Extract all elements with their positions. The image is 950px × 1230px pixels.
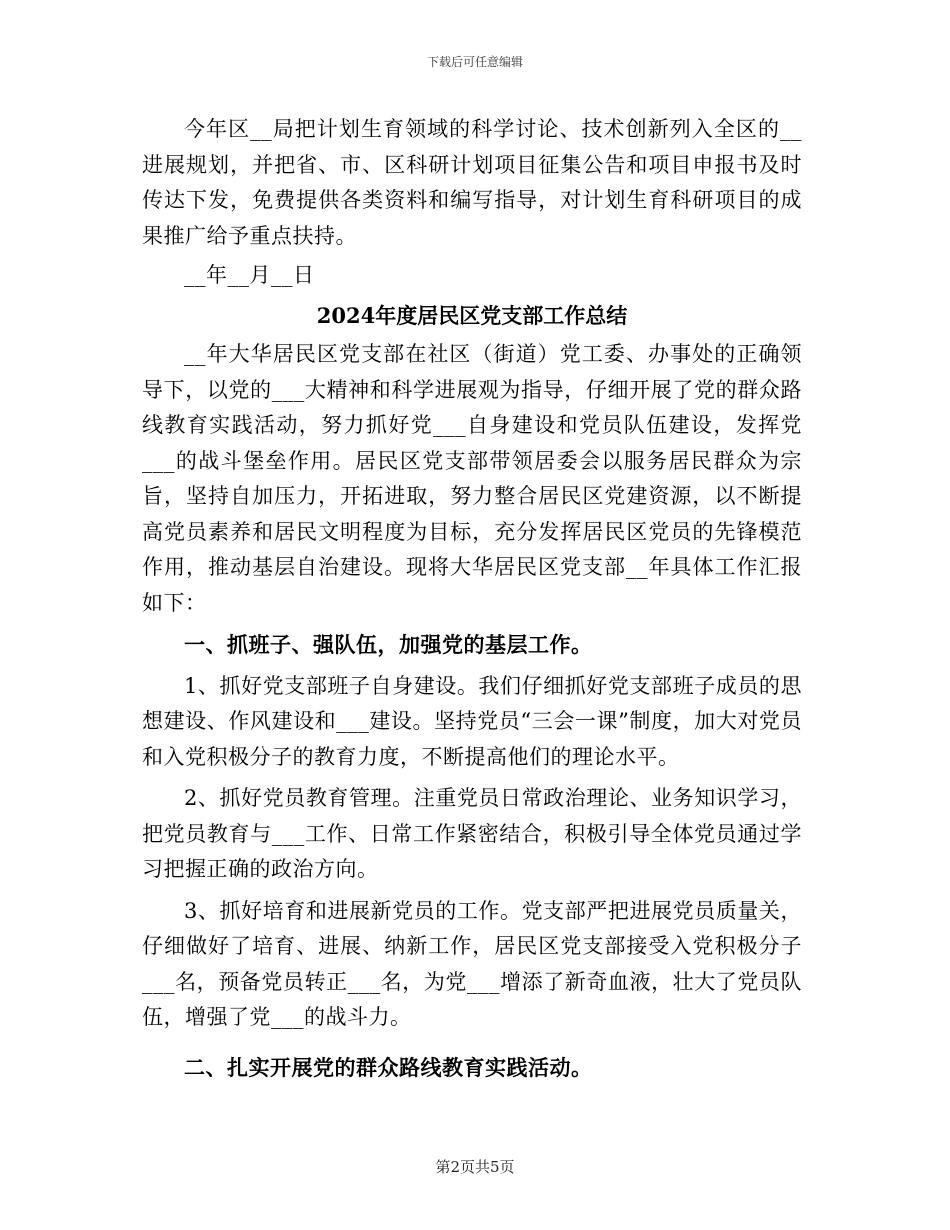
list-item-3: 3、抓好培育和进展新党员的工作。党支部严把进展党员质量关，仔细做好了培育、进展、纳新工作，居民区党支部接受入党积极分子___名，预备党员转正___名，为党___增添了新奇血液，壮大了党员队伍，增强了党___的战斗力。 — [142, 898, 802, 1029]
section-heading-1: 一、抓班子、强队伍，加强党的基层工作。 — [184, 632, 593, 657]
section-heading-2: 二、扎实开展党的群众路线教育实践活动。 — [184, 1054, 593, 1080]
page-number: 第2页共5页 — [435, 1158, 515, 1176]
list-item-2: 2、抓好党员教育管理。注重党员日常政治理论、业务知识学习，把党员教育与___工作、日常工作紧密结合，积极引导全体党员通过学习把握正确的政治方向。 — [142, 786, 802, 881]
opening-paragraph: __年大华居民区党支部在社区（街道）党工委、办事处的正确领导下，以党的___大精神和科学进展观为指导，仔细开展了党的群众路线教育实践活动，努力抓好党___自身建设和党员队伍建设，发挥党___的战斗堡垒作用。居民区党支部带领居委会以服务居民群众为宗旨，坚持自加压力，开拓进取，努力整合居民区党建资源，以不断提高党员素养和居民文明程度为目标，充分发挥居民区党员的先锋模范作用，推动基层自治建设。现将大华居民区党支部__年具体工作汇报如下： — [142, 342, 802, 615]
date-line: __年__月__日 — [184, 263, 315, 287]
page-header-note: 下载后可任意编辑 — [426, 55, 523, 69]
intro-paragraph: 今年区__局把计划生育领域的科学讨论、技术创新列入全区的__进展规划，并把省、市、区科研计划项目征集公告和项目申报书及时传达下发，免费提供各类资料和编写指导，对计划生育科研项目的成果推广给予重点扶持。 — [142, 117, 802, 248]
document-title: 2024年度居民区党支部工作总结 — [316, 302, 628, 328]
document-body — [142, 112, 802, 1085]
list-item-1: 1、抓好党支部班子自身建设。我们仔细抓好党支部班子成员的思想建设、作风建设和___建设。坚持党员“三会一课”制度，加大对党员和入党积极分子的教育力度，不断提高他们的理论水平。 — [142, 673, 802, 769]
